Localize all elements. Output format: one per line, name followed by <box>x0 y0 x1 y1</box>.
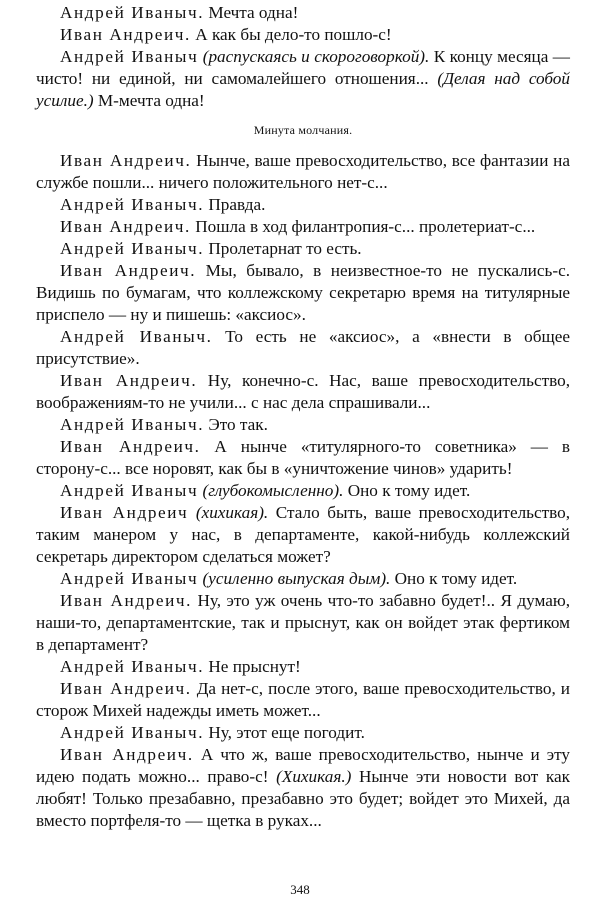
speech-text <box>188 503 196 522</box>
speaker-name: Андрей Иваныч. <box>60 415 205 434</box>
dialogue-top <box>36 2 570 112</box>
speaker-name: Иван Андреич. <box>60 25 191 44</box>
page-number: 348 <box>290 882 310 897</box>
dialogue-paragraph <box>36 2 570 24</box>
dialogue-paragraph <box>36 150 570 194</box>
dialogue-paragraph <box>36 590 570 656</box>
speech-text: Оно к тому идет. <box>390 569 518 588</box>
speech-text: Не прыснут! <box>204 657 301 676</box>
dialogue-paragraph <box>36 370 570 414</box>
dialogue-paragraph <box>36 568 570 590</box>
dialogue-paragraph <box>36 260 570 326</box>
speech-text: Это так. <box>204 415 268 434</box>
dialogue-paragraph <box>36 436 570 480</box>
stage-remark: (Делая над собой усилие.) <box>36 69 570 110</box>
stage-remark: (распускаясь и скороговоркой). <box>202 47 430 66</box>
speaker-name: Иван Андреич. <box>60 437 201 456</box>
dialogue-paragraph <box>36 414 570 436</box>
dialogue-paragraph <box>36 678 570 722</box>
speaker-name: Андрей Иваныч <box>60 569 199 588</box>
speech-text: Ну, этот еще погодит. <box>204 723 365 742</box>
speech-text: Стало быть, ваше превосходительство, таким манером у нас, в департаменте, какой-нибудь коллежский секретарь директором сделаться может? <box>36 503 571 566</box>
speech-text: Ну, конечно-с. Нас, ваше превосходительство, воображениям-то не учили... с нас дела спрашивали... <box>36 371 570 412</box>
stage-remark: (хихикая). <box>195 503 269 522</box>
speech-text: Мы, бывало, в неизвестное-то не пускались-с. Видишь по бумагам, что коллежскому секретарю время на титулярные приспело — ну и пишешь: «аксиос». <box>36 261 570 324</box>
dialogue-paragraph <box>36 502 570 568</box>
dialogue-bottom <box>36 150 570 832</box>
speaker-name: Андрей Иваныч <box>60 47 199 66</box>
speaker-name: Иван Андреич <box>60 503 189 522</box>
speaker-name: Андрей Иваныч <box>60 481 199 500</box>
speaker-name: Андрей Иваныч. <box>60 657 205 676</box>
speaker-name: Андрей Иваныч. <box>60 3 205 22</box>
speech-text: К концу месяца — чисто! ни единой, ни самомалейшего отношения... <box>36 47 570 88</box>
speaker-name: Иван Андреич. <box>60 151 192 170</box>
dialogue-paragraph <box>36 480 570 502</box>
speech-text: Мечта одна! <box>204 3 299 22</box>
speech-text: М-мечта одна! <box>93 91 205 110</box>
speech-text: А как бы дело-то пошло-с! <box>190 25 392 44</box>
stage-direction: Минута молчания. <box>253 123 353 137</box>
speaker-name: Иван Андреич. <box>60 261 197 280</box>
speaker-name: Иван Андреич. <box>60 679 192 698</box>
dialogue-paragraph <box>36 656 570 678</box>
speaker-name: Иван Андреич. <box>60 591 193 610</box>
dialogue-paragraph <box>36 24 570 46</box>
stage-remark: (глубокомысленно). <box>202 481 344 500</box>
speech-text: Оно к тому идет. <box>343 481 471 500</box>
speech-text: Ну, это уж очень что-то забавно будет!.. Я думаю, наши-то, департаментские, так и прыснут, как он войдет этак фертиком в департамент? <box>36 591 570 654</box>
speaker-name: Иван Андреич. <box>60 217 191 236</box>
speaker-name: Андрей Иваныч. <box>60 723 205 742</box>
dialogue-paragraph <box>36 238 570 260</box>
speaker-name: Андрей Иваныч. <box>60 239 205 258</box>
dialogue-paragraph <box>36 326 570 370</box>
speaker-name: Андрей Иваныч. <box>60 195 205 214</box>
speech-text: Нынче эти новости вот как любят! Только презабавно, презабавно это будет; войдет это Михей, да вместо портфеля-то — щетка в руках... <box>36 767 570 830</box>
speaker-name: Иван Андреич. <box>60 371 198 390</box>
speech-text: Правда. <box>204 195 266 214</box>
speaker-name: Иван Андреич. <box>60 745 194 764</box>
stage-remark: (усиленно выпуская дым). <box>202 569 391 588</box>
speech-text: Да нет-с, после этого, ваше превосходительство, и сторож Михей надежды иметь может... <box>36 679 570 720</box>
speech-text: А что ж, ваше превосходительство, нынче и эту идею подать можно... право-с! <box>36 745 570 786</box>
speaker-name: Андрей Иваныч. <box>60 327 213 346</box>
speech-text: То есть не «аксиос», а «внести в общее присутствие». <box>36 327 570 368</box>
dialogue-paragraph <box>36 46 570 112</box>
stage-remark: (Хихикая.) <box>276 767 352 786</box>
dialogue-paragraph <box>36 194 570 216</box>
dialogue-paragraph <box>36 744 570 832</box>
dialogue-paragraph <box>36 722 570 744</box>
speech-text: Нынче, ваше превосходительство, все фантазии на службе пошли... ничего положительного нет-с... <box>36 151 570 192</box>
speech-text: Пролетарнат то есть. <box>204 239 362 258</box>
speech-text: Пошла в ход филантропия-с... пролетериат-с... <box>190 217 536 236</box>
dialogue-paragraph <box>36 216 570 238</box>
speech-text: А нынче «титулярного-то советника» — в сторону-с... все норовят, как бы в «уничтожение чинов» ударить! <box>36 437 570 478</box>
